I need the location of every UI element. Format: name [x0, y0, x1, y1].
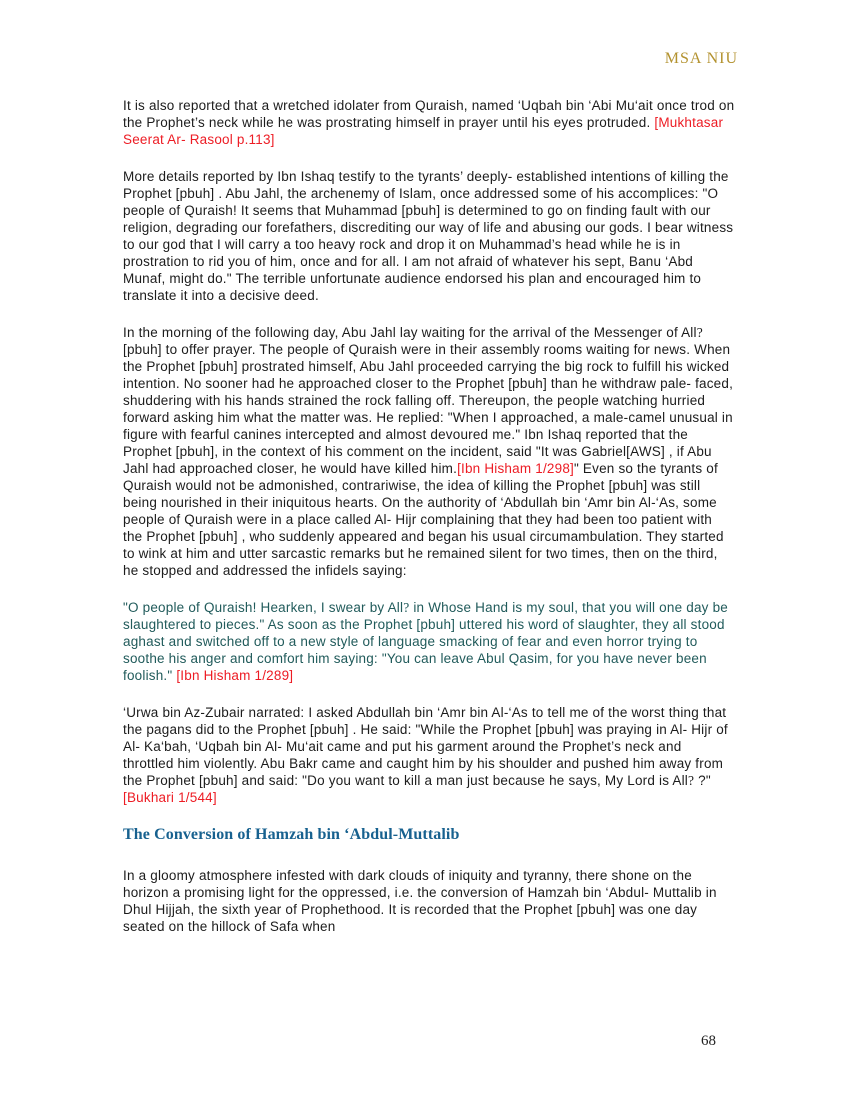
section-heading: The Conversion of Hamzah bin ‘Abdul-Muttalib — [123, 826, 460, 843]
text-segment: In a gloomy atmosphere infested with dark clouds of iniquity and tyranny, there shone on the horizon a promising light for the oppressed, i.e. the conversion of Hamzah bin ‘Abdul- Muttalib in Dhul Hijjah, the sixth year of Prophethood. It is recorded that the Prophet [pbuh] was one day seated on the hillock of Safa when — [123, 868, 717, 934]
document-body — [123, 97, 735, 955]
paragraph — [123, 168, 735, 304]
text-segment: in Whose Hand is my soul, that you will one day be slaughtered to pieces." As soon as the Prophet [pbuh] uttered his word of slaughter, they all stood aghast and switched off to a new style of language smacking of fear and even horror trying to soothe his anger and comfort him saying: "You can leave Abul Qasim, for you have never been foolish." — [123, 600, 728, 683]
text-segment: In the morning of the following day, Abu Jahl lay waiting for the arrival of the Messenger of All — [123, 325, 697, 340]
paragraph — [123, 324, 735, 579]
citation-text: [Ibn Hisham 1/298] — [457, 461, 574, 476]
paragraph — [123, 704, 735, 806]
text-segment: It is also reported that a wretched idolater from Quraish, named ‘Uqbah bin ‘Abi Mu‘ait once trod on the Prophet’s neck while he was prostrating himself in prayer until his eyes protruded. — [123, 98, 735, 130]
page-footer — [701, 1033, 716, 1050]
citation-text: [Bukhari 1/544] — [123, 790, 217, 805]
text-segment: " Even so the tyrants of Quraish would not be admonished, contrariwise, the idea of killing the Prophet [pbuh] was still being nourished in their iniquitous hearts. On the authority of ‘Abdullah bin ‘Amr bin Al-‘As, some people of Quraish were in a place called Al- Hijr complaining that they had been too patient with the Prophet [pbuh] , who suddenly appeared and began his usual circumambulation. They started to wink at him and utter sarcastic remarks but he remained silent for two times, then on the third, he stopped and addressed the infidels saying: — [123, 461, 724, 578]
text-segment: ?" — [694, 773, 711, 788]
page-header — [665, 50, 738, 68]
paragraph — [123, 97, 735, 148]
text-segment: "O people of Quraish! Hearken, I swear by All — [123, 600, 404, 615]
page-number: 68 — [701, 1033, 716, 1049]
text-segment: ‘Urwa bin Az-Zubair narrated: I asked Abdullah bin ‘Amr bin Al-‘As to tell me of the worst thing that the pagans did to the Prophet [pbuh] . He said: "While the Prophet [pbuh] was praying in Al- Hijr of Al- Ka‘bah, ‘Uqbah bin Al- Mu‘ait came and put his garment around the Prophet’s neck and throttled him violently. Abu Bakr came and caught him by his shoulder and pushed him away from the Prophet [pbuh] and said: "Do you want to kill a man just because he says, My Lord is All — [123, 705, 728, 788]
text-segment: ? — [688, 773, 695, 788]
citation-text: [Ibn Hisham 1/289] — [176, 668, 294, 683]
text-segment: [pbuh] to offer prayer. The people of Quraish were in their assembly rooms waiting for news. When the Prophet [pbuh] prostrated himself, Abu Jahl proceeded carrying the big rock to fulfill his wicked intention. No sooner had he approached closer to the Prophet [pbuh] than he withdraw pale- faced, shuddering with his hands strained the rock falling off. Thereupon, the people watching hurried forward asking him what the matter was. He replied: "When I approached, a male-camel unusual in figure with fearful canines intercepted and almost devoured me." Ibn Ishaq reported that the Prophet [pbuh], in the context of his comment on the incident, said "It was Gabriel[AWS] , if Abu Jahl had approached closer, he would have killed him. — [123, 342, 734, 476]
header-text: MSA NIU — [664, 50, 738, 67]
text-segment: ? — [696, 325, 703, 340]
text-segment: More details reported by Ibn Ishaq testify to the tyrants’ deeply- established intentions of killing the Prophet [pbuh] . Abu Jahl, the archenemy of Islam, once addressed some of his accomplices: "O people of Quraish! It seems that Muhammad [pbuh] is determined to go on finding fault with our religion, degrading our forefathers, discrediting our way of life and abusing our gods. I bear witness to our god that I will carry a too heavy rock and drop it on Muhammad’s head while he is in prostration to rid you of him, once and for all. I am not afraid of whatever his sept, Banu ‘Abd Munaf, might do." The terrible unfortunate audience endorsed his plan and encouraged him to translate it into a decisive deed. — [123, 169, 734, 303]
citation-text: [Mukhtasar Seerat Ar- Rasool p.113] — [123, 115, 724, 147]
text-segment: ? — [403, 600, 410, 615]
paragraph — [123, 599, 735, 684]
paragraph — [123, 867, 735, 935]
